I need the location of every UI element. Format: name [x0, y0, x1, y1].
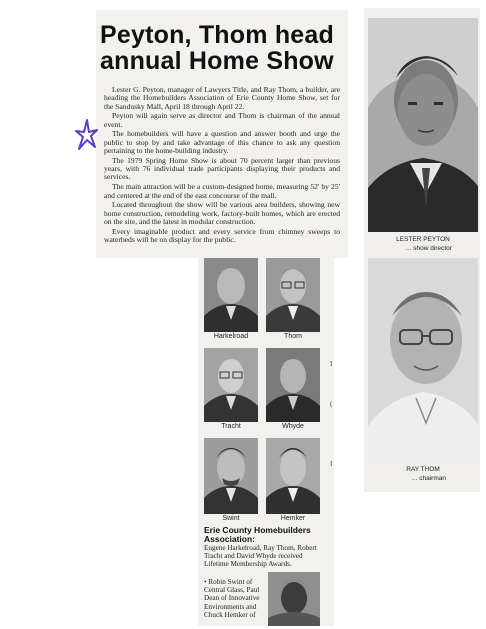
headline-line-1: Peyton, Thom head: [100, 21, 334, 49]
sidebar-bullet: • Robin Swint of Central Glass, Paul Dean of Innovative Environments and Chuck Hemker of: [204, 578, 260, 619]
paragraph: The homebuilders will have a question and answer booth and urge the public to stop by and take advantage of this chance to ask any question pertaining to the home-building industry.: [104, 129, 340, 156]
paragraph: Lester G. Peyton, manager of Lawyers Title, and Ray Thom, a builder, are heading the Homebuilders Association of Erie County Home Show, set for the Sandusky Mall, April 18 through April 22.: [104, 85, 340, 111]
margin-fragment: (: [330, 400, 333, 408]
star-mark: [74, 118, 98, 152]
article-body: [104, 86, 340, 246]
paragraph: Located throughout the show will be various area builders, showing new home construction, remodeling work, factory-built homes, which are erected on the site, and the latest in modular construction.: [104, 200, 340, 226]
hemker-photo: [266, 438, 320, 514]
swint-label: Swint: [222, 515, 240, 522]
whyde-label: Whyde: [282, 423, 304, 430]
headline-line-2: annual Home Show: [100, 47, 334, 75]
harkelroad-photo: [204, 258, 258, 332]
whyde-photo: [266, 348, 320, 422]
tracht-photo: [204, 348, 258, 422]
swint-photo: [204, 438, 258, 514]
paragraph: The 1979 Spring Home Show is about 70 percent larger than previous years, with 76 individual trade participants displaying their products and services.: [104, 155, 340, 182]
headline: [100, 22, 350, 74]
sidebar-text: Eugene Harkelroad, Ray Thom, Robert Tracht and David Whyde received Lifetime Membership Awards.: [204, 544, 317, 568]
thom-small-label: Thom: [284, 333, 302, 340]
thom-portrait: [368, 258, 478, 462]
thom-small-photo: [266, 258, 320, 332]
thom-role: ... chairman: [412, 475, 446, 482]
partial-photo: [268, 572, 320, 626]
sidebar-heading: Erie County Homebuilders Association:: [204, 525, 311, 544]
hemker-label: Hemker: [280, 515, 306, 522]
paragraph: The main attraction will be a custom-designed home, measuring 52' by 25' and centered at the end of the east concourse of the mall.: [104, 182, 340, 200]
peyton-portrait: [368, 18, 478, 232]
margin-fragment: I: [330, 460, 333, 468]
paragraph: Peyton will again serve as director and Thom is chairman of the annual event.: [104, 111, 340, 129]
paragraph: Every imaginable product and every service from chimney sweeps to waterbeds will be on display for the public.: [104, 226, 340, 245]
tracht-label: Tracht: [221, 423, 241, 430]
harkelroad-label: Harkelroad: [213, 333, 249, 340]
peyton-caption: LESTER PEYTON: [396, 236, 450, 243]
thom-caption: RAY THOM: [406, 466, 440, 473]
margin-fragment: I: [330, 360, 333, 368]
peyton-role: ... show director: [406, 245, 452, 252]
